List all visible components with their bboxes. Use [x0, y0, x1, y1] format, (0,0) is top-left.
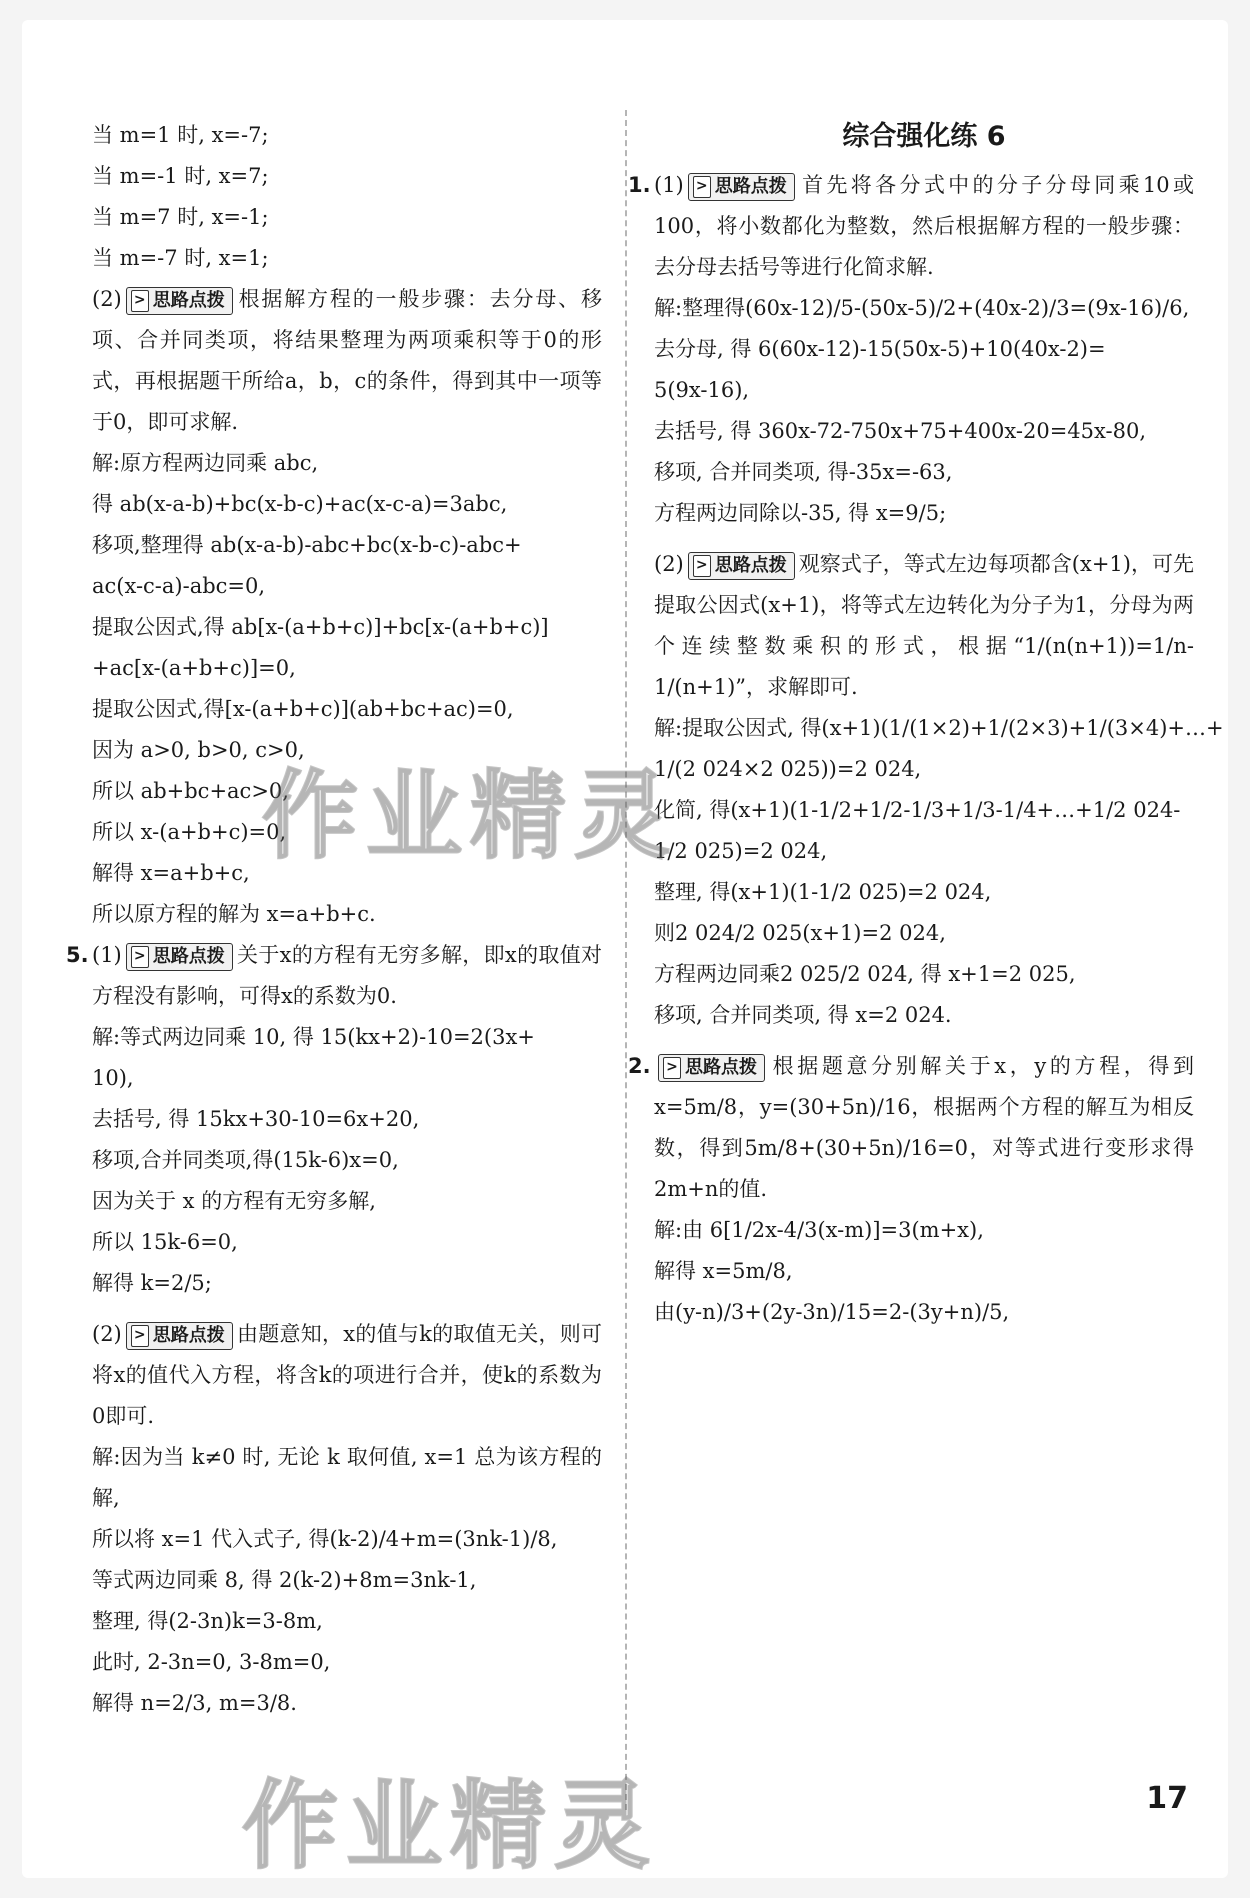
part-label: (1) — [92, 943, 122, 967]
hint-label: 思路点拨 — [714, 555, 787, 576]
q4-part2-hint — [92, 279, 602, 443]
hint-label: 思路点拨 — [685, 1057, 757, 1078]
hint-text: 由题意知，x的值与k的取值无关，则可将x的值代入方程，将含k的项进行合并，使k的系数为0即可. — [92, 1322, 602, 1428]
solution-line: 则2 024/2 025(x+1)=2 024, — [654, 921, 946, 945]
solution-line: 解:由 6[1/2x-4/3(x-m)]=3(m+x), — [654, 1218, 984, 1242]
solution-line: 提取公因式,得 ab[x-(a+b+c)]+bc[x-(a+b+c)] — [92, 615, 549, 639]
column-divider — [625, 110, 627, 1810]
solution-line: 提取公因式,得[x-(a+b+c)](ab+bc+ac)=0, — [92, 697, 514, 721]
solution-line: 移项,合并同类项,得(15k-6)x=0, — [92, 1148, 399, 1172]
solution-line: 解得 x=5m/8, — [654, 1259, 793, 1283]
left-column — [66, 115, 602, 1724]
solution-line: 移项, 合并同类项, 得 x=2 024. — [654, 1003, 952, 1027]
question-number: 1. — [628, 173, 651, 197]
solution-line: 解:提取公因式, 得(x+1)(1/(1×2)+1/(2×3)+1/(3×4)+…+ — [654, 716, 1224, 740]
solution-line: +ac[x-(a+b+c)]=0, — [92, 656, 296, 680]
chevron-right-icon: > — [131, 946, 149, 968]
question-number: 5. — [66, 943, 89, 967]
solution-line: 所以将 x=1 代入式子, 得(k-2)/4+m=(3nk-1)/8, — [92, 1527, 558, 1551]
hint-text: 根据题意分别解关于x，y的方程，得到x=5m/8，y=(30+5n)/16，根据两个方程的解互为相反数，得到5m/8+(30+5n)/16=0，对等式进行变形求得2m+n的值. — [654, 1054, 1194, 1201]
solution-line: 方程两边同乘2 025/2 024, 得 x+1=2 025, — [654, 962, 1076, 986]
hint-badge — [658, 1054, 765, 1082]
chevron-right-icon: > — [663, 1057, 681, 1079]
solution-line: 去括号, 得 360x-72-750x+75+400x-20=45x-80, — [654, 419, 1146, 443]
solution-line: 整理, 得(2-3n)k=3-8m, — [92, 1609, 323, 1633]
solution-line: 解:因为当 k≠0 时, 无论 k 取何值, x=1 总为该方程的解, — [92, 1445, 602, 1510]
q5-part2-hint — [92, 1314, 602, 1437]
hint-badge — [688, 173, 795, 201]
solution-line: 移项,整理得 ab(x-a-b)-abc+bc(x-b-c)-abc+ — [92, 533, 522, 557]
part-label: (2) — [92, 287, 122, 311]
solution-line: 所以原方程的解为 x=a+b+c. — [92, 902, 376, 926]
text-line: 当 m=7 时, x=-1; — [92, 205, 269, 229]
part-label: (1) — [654, 173, 684, 197]
hint-label: 思路点拨 — [714, 176, 787, 197]
q1-part1-hint — [628, 165, 1194, 288]
solution-line: 去分母, 得 6(60x-12)-15(50x-5)+10(40x-2)= — [654, 337, 1106, 361]
solution-line: 去括号, 得 15kx+30-10=6x+20, — [92, 1107, 420, 1131]
text-line: 当 m=1 时, x=-7; — [92, 123, 269, 147]
solution-line: 所以 15k-6=0, — [92, 1230, 238, 1254]
hint-badge — [688, 552, 795, 580]
solution-line: 解:原方程两边同乘 abc, — [92, 451, 319, 475]
hint-text: 首先将各分式中的分子分母同乘10或100，将小数都化为整数，然后根据解方程的一般步骤：去分母去括号等进行化简求解. — [654, 173, 1194, 279]
hint-text: 根据解方程的一般步骤：去分母、移项、合并同类项，将结果整理为两项乘积等于0的形式，再根据题干所给a，b，c的条件，得到其中一项等于0，即可求解. — [92, 287, 602, 434]
chevron-right-icon: > — [131, 290, 149, 312]
solution-line: 所以 x-(a+b+c)=0, — [92, 820, 287, 844]
page-number: 17 — [1146, 1781, 1188, 1816]
right-column — [628, 115, 1224, 1333]
q1-part2-hint — [654, 544, 1194, 708]
solution-line: 由(y-n)/3+(2y-3n)/15=2-(3y+n)/5, — [654, 1300, 1010, 1324]
spacer — [654, 1036, 1194, 1046]
solution-line: 5(9x-16), — [654, 378, 750, 402]
q2-hint — [628, 1046, 1194, 1210]
solution-line: 方程两边同除以-35, 得 x=9/5; — [654, 501, 947, 525]
solution-line: 化简, 得(x+1)(1-1/2+1/2-1/3+1/3-1/4+…+1/2 024- — [654, 798, 1181, 822]
hint-label: 思路点拨 — [152, 1325, 225, 1346]
solution-line: ac(x-c-a)-abc=0, — [92, 574, 266, 598]
hint-badge — [126, 1322, 233, 1350]
solution-line: 解得 k=2/5; — [92, 1271, 212, 1295]
watermark-top: 作业精灵 — [262, 760, 678, 872]
question-number: 2. — [628, 1054, 651, 1078]
hint-badge — [126, 287, 233, 315]
part-label: (2) — [654, 552, 684, 576]
solution-line: 得 ab(x-a-b)+bc(x-b-c)+ac(x-c-a)=3abc, — [92, 492, 508, 516]
chevron-right-icon: > — [693, 555, 711, 577]
q5-part1-hint — [66, 935, 602, 1017]
solution-line: 解:等式两边同乘 10, 得 15(kx+2)-10=2(3x+ — [92, 1025, 535, 1049]
hint-label: 思路点拨 — [152, 946, 225, 967]
part-label: (2) — [92, 1322, 122, 1346]
hint-text: 关于x的方程有无穷多解，即x的取值对方程没有影响，可得x的系数为0. — [92, 943, 602, 1008]
chevron-right-icon: > — [131, 1325, 149, 1347]
hint-label: 思路点拨 — [152, 290, 225, 311]
spacer — [92, 1304, 602, 1314]
document-page — [22, 20, 1228, 1882]
hint-text: 观察式子，等式左边每项都含(x+1)，可先提取公因式(x+1)，将等式左边转化为分子为1，分母为两个连续整数乘积的形式，根据“1/(n(n+1))=1/n-1/(n+1)”，求解即可. — [654, 552, 1194, 699]
solution-line: 因为 a>0, b>0, c>0, — [92, 738, 305, 762]
solution-line: 整理, 得(x+1)(1-1/2 025)=2 024, — [654, 880, 992, 904]
text-line: 当 m=-7 时, x=1; — [92, 246, 269, 270]
solution-line: 因为关于 x 的方程有无穷多解, — [92, 1189, 376, 1213]
solution-line: 等式两边同乘 8, 得 2(k-2)+8m=3nk-1, — [92, 1568, 477, 1592]
hint-badge — [126, 943, 233, 971]
solution-line: 解:整理得(60x-12)/5-(50x-5)/2+(40x-2)/3=(9x-16)/6, — [654, 296, 1190, 320]
watermark-bottom: 作业精灵 — [242, 1770, 658, 1882]
solution-line: 1/2 025)=2 024, — [654, 839, 828, 863]
spacer — [654, 534, 1194, 544]
solution-line: 移项, 合并同类项, 得-35x=-63, — [654, 460, 953, 484]
section-title: 综合强化练 6 — [842, 121, 1006, 152]
text-line: 当 m=-1 时, x=7; — [92, 164, 269, 188]
solution-line: 10), — [92, 1066, 134, 1090]
solution-line: 解得 n=2/3, m=3/8. — [92, 1691, 297, 1715]
solution-line: 此时, 2-3n=0, 3-8m=0, — [92, 1650, 331, 1674]
solution-line: 所以 ab+bc+ac>0, — [92, 779, 289, 803]
solution-line: 1/(2 024×2 025))=2 024, — [654, 757, 922, 781]
chevron-right-icon: > — [693, 176, 711, 198]
solution-line: 解得 x=a+b+c, — [92, 861, 250, 885]
